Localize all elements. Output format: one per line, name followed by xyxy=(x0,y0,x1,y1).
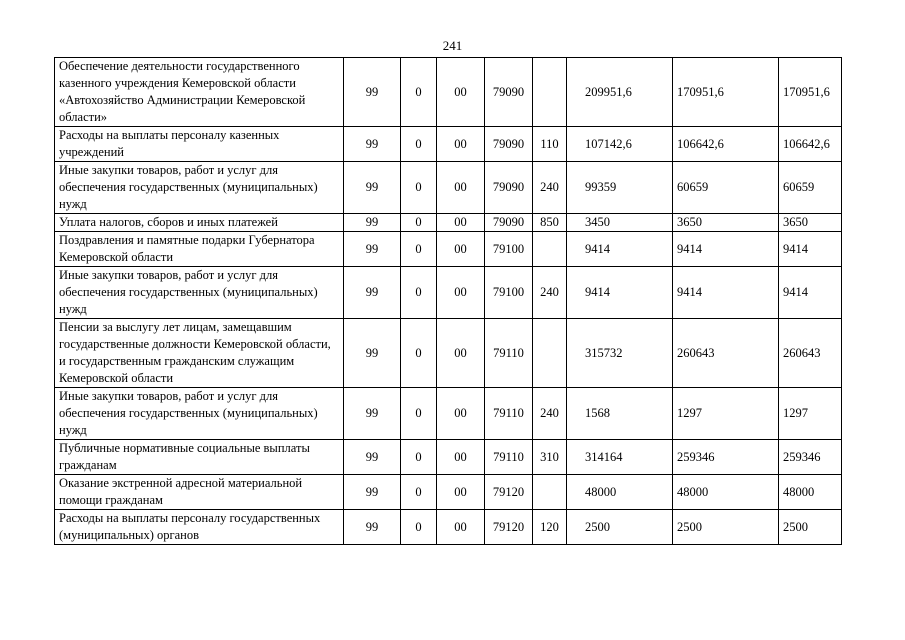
amount-cell: 170951,6 xyxy=(673,58,779,127)
code-cell: 0 xyxy=(401,162,437,214)
amount-cell: 3650 xyxy=(673,214,779,232)
code-cell: 0 xyxy=(401,232,437,267)
code-cell: 00 xyxy=(437,214,485,232)
table-body xyxy=(55,58,842,545)
code-cell: 00 xyxy=(437,319,485,388)
page-number: 241 xyxy=(442,38,463,53)
amount-cell: 9414 xyxy=(779,267,842,319)
code-cell: 00 xyxy=(437,440,485,475)
amount-cell: 1568 xyxy=(567,388,673,440)
expense-type-cell xyxy=(533,475,567,510)
amount-cell: 1297 xyxy=(779,388,842,440)
code-cell: 0 xyxy=(401,319,437,388)
code-cell: 99 xyxy=(344,440,401,475)
amount-cell: 2500 xyxy=(673,510,779,545)
table-row xyxy=(55,440,842,475)
expense-type-cell: 240 xyxy=(533,388,567,440)
expense-type-cell: 110 xyxy=(533,127,567,162)
code-cell: 0 xyxy=(401,214,437,232)
amount-cell: 170951,6 xyxy=(779,58,842,127)
amount-cell: 99359 xyxy=(567,162,673,214)
amount-cell: 106642,6 xyxy=(779,127,842,162)
expense-type-cell: 240 xyxy=(533,267,567,319)
amount-cell: 9414 xyxy=(567,267,673,319)
amount-cell: 60659 xyxy=(673,162,779,214)
table-row xyxy=(55,388,842,440)
code-cell: 79100 xyxy=(485,267,533,319)
code-cell: 0 xyxy=(401,475,437,510)
amount-cell: 9414 xyxy=(673,267,779,319)
amount-cell: 60659 xyxy=(779,162,842,214)
code-cell: 79090 xyxy=(485,162,533,214)
expense-type-cell xyxy=(533,232,567,267)
code-cell: 99 xyxy=(344,510,401,545)
row-name-cell: Поздравления и памятные подарки Губернатора Кемеровской области xyxy=(55,232,344,267)
amount-cell: 260643 xyxy=(673,319,779,388)
code-cell: 79090 xyxy=(485,58,533,127)
code-cell: 99 xyxy=(344,58,401,127)
code-cell: 00 xyxy=(437,475,485,510)
code-cell: 00 xyxy=(437,267,485,319)
budget-table xyxy=(54,57,842,545)
code-cell: 0 xyxy=(401,510,437,545)
code-cell: 99 xyxy=(344,388,401,440)
code-cell: 0 xyxy=(401,58,437,127)
row-name-cell: Уплата налогов, сборов и иных платежей xyxy=(55,214,344,232)
expense-type-cell xyxy=(533,58,567,127)
code-cell: 00 xyxy=(437,162,485,214)
expense-type-cell xyxy=(533,319,567,388)
code-cell: 79090 xyxy=(485,214,533,232)
row-name-cell: Расходы на выплаты персоналу государственных (муниципальных) органов xyxy=(55,510,344,545)
row-name-cell: Пенсии за выслугу лет лицам, замещавшим государственные должности Кемеровской области, и государственным гражданским служащим Кемеровской области xyxy=(55,319,344,388)
table-row xyxy=(55,510,842,545)
code-cell: 79110 xyxy=(485,388,533,440)
row-name-cell: Иные закупки товаров, работ и услуг для обеспечения государственных (муниципальных) нужд xyxy=(55,162,344,214)
code-cell: 00 xyxy=(437,58,485,127)
amount-cell: 106642,6 xyxy=(673,127,779,162)
amount-cell: 315732 xyxy=(567,319,673,388)
code-cell: 0 xyxy=(401,267,437,319)
code-cell: 99 xyxy=(344,319,401,388)
code-cell: 79120 xyxy=(485,510,533,545)
amount-cell: 259346 xyxy=(673,440,779,475)
amount-cell: 48000 xyxy=(779,475,842,510)
table-row xyxy=(55,267,842,319)
table-row xyxy=(55,214,842,232)
code-cell: 0 xyxy=(401,440,437,475)
amount-cell: 9414 xyxy=(779,232,842,267)
row-name-cell: Оказание экстренной адресной материальной помощи гражданам xyxy=(55,475,344,510)
expense-type-cell: 850 xyxy=(533,214,567,232)
amount-cell: 3650 xyxy=(779,214,842,232)
amount-cell: 3450 xyxy=(567,214,673,232)
amount-cell: 314164 xyxy=(567,440,673,475)
row-name-cell: Расходы на выплаты персоналу казенных учреждений xyxy=(55,127,344,162)
amount-cell: 2500 xyxy=(779,510,842,545)
amount-cell: 259346 xyxy=(779,440,842,475)
amount-cell: 9414 xyxy=(567,232,673,267)
code-cell: 79100 xyxy=(485,232,533,267)
amount-cell: 1297 xyxy=(673,388,779,440)
table-row xyxy=(55,232,842,267)
table-row xyxy=(55,127,842,162)
row-name-cell: Иные закупки товаров, работ и услуг для обеспечения государственных (муниципальных) нужд xyxy=(55,388,344,440)
code-cell: 79120 xyxy=(485,475,533,510)
amount-cell: 48000 xyxy=(567,475,673,510)
code-cell: 00 xyxy=(437,127,485,162)
code-cell: 0 xyxy=(401,388,437,440)
row-name-cell: Обеспечение деятельности государственного казенного учреждения Кемеровской области «Автохозяйство Администрации Кемеровской области» xyxy=(55,58,344,127)
code-cell: 99 xyxy=(344,267,401,319)
amount-cell: 107142,6 xyxy=(567,127,673,162)
code-cell: 0 xyxy=(401,127,437,162)
code-cell: 99 xyxy=(344,127,401,162)
table-row xyxy=(55,319,842,388)
amount-cell: 9414 xyxy=(673,232,779,267)
row-name-cell: Иные закупки товаров, работ и услуг для обеспечения государственных (муниципальных) нужд xyxy=(55,267,344,319)
amount-cell: 209951,6 xyxy=(567,58,673,127)
code-cell: 00 xyxy=(437,232,485,267)
code-cell: 00 xyxy=(437,510,485,545)
amount-cell: 2500 xyxy=(567,510,673,545)
expense-type-cell: 240 xyxy=(533,162,567,214)
table-row xyxy=(55,162,842,214)
code-cell: 99 xyxy=(344,232,401,267)
expense-type-cell: 120 xyxy=(533,510,567,545)
amount-cell: 260643 xyxy=(779,319,842,388)
amount-cell: 48000 xyxy=(673,475,779,510)
code-cell: 99 xyxy=(344,475,401,510)
code-cell: 79090 xyxy=(485,127,533,162)
expense-type-cell: 310 xyxy=(533,440,567,475)
code-cell: 99 xyxy=(344,214,401,232)
code-cell: 99 xyxy=(344,162,401,214)
row-name-cell: Публичные нормативные социальные выплаты гражданам xyxy=(55,440,344,475)
code-cell: 00 xyxy=(437,388,485,440)
code-cell: 79110 xyxy=(485,319,533,388)
table-row xyxy=(55,475,842,510)
table-row xyxy=(55,58,842,127)
code-cell: 79110 xyxy=(485,440,533,475)
